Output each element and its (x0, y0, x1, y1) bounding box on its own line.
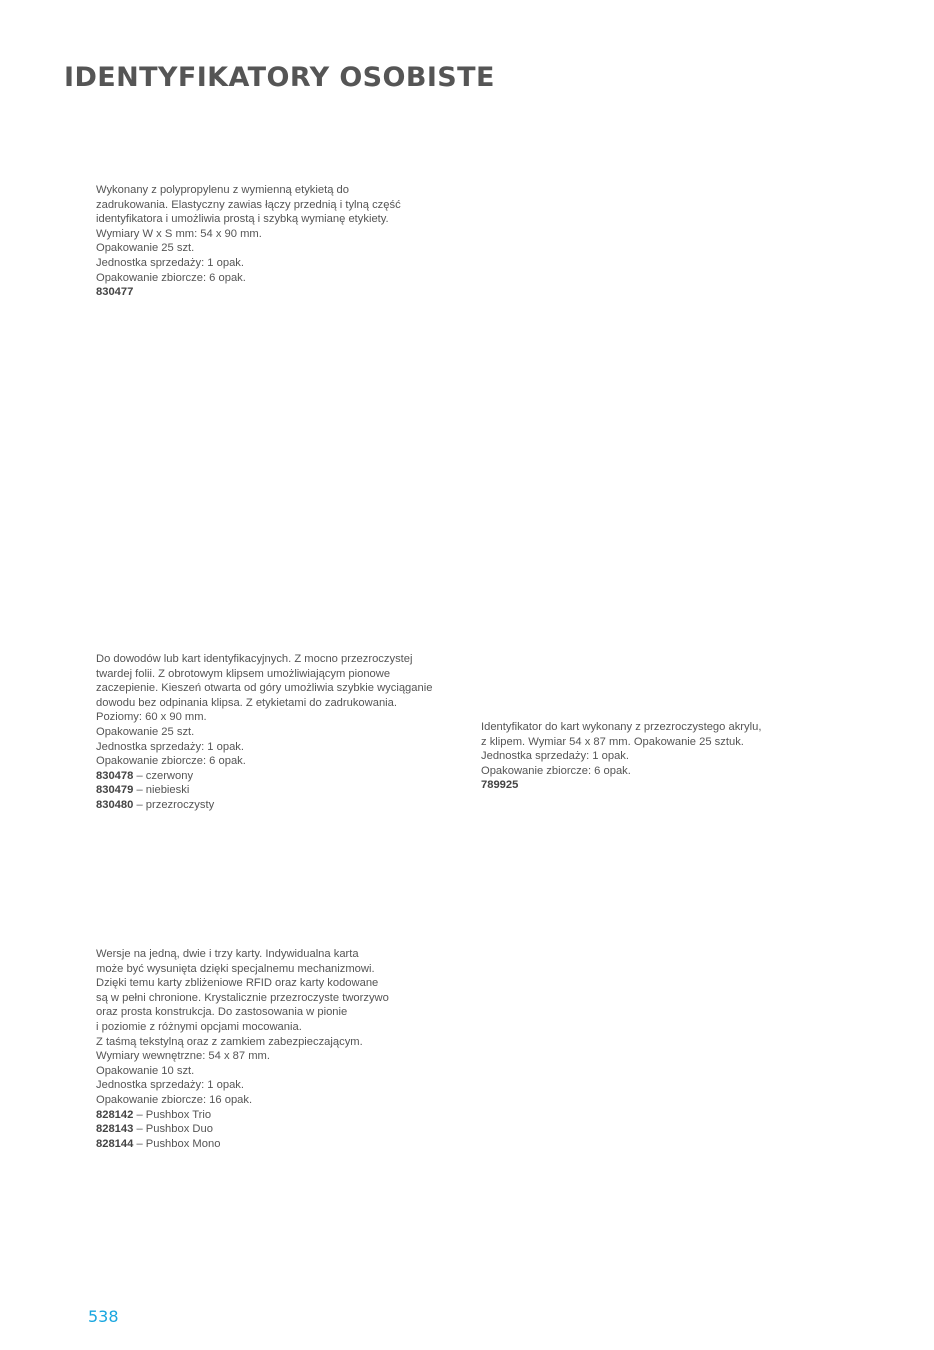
product-code: 828143 (96, 1123, 134, 1136)
description-line: i poziomie z różnymi opcjami mocowania. (96, 1020, 302, 1033)
product-description-830477 (96, 183, 401, 300)
description-line: Jednostka sprzedaży: 1 opak. (96, 256, 245, 269)
product-variant: – Pushbox Mono (133, 1137, 221, 1150)
description-line: Wymiary wewnętrzne: 54 x 87 mm. (96, 1050, 270, 1063)
product-variant: – Pushbox Duo (133, 1123, 213, 1136)
product-code: 830477 (96, 286, 134, 299)
product-code: 789925 (481, 779, 519, 792)
description-line: Opakowanie 10 szt. (96, 1064, 195, 1077)
product-code-line (96, 285, 401, 300)
product-description-830478 (96, 652, 432, 813)
description-line: Poziomy: 60 x 90 mm. (96, 711, 207, 724)
description-line: Opakowanie 25 szt. (96, 242, 195, 255)
product-variant: – czerwony (133, 769, 194, 782)
product-code-line (96, 1137, 389, 1152)
description-line: oraz prosta konstrukcja. Do zastosowania w pionie (96, 1006, 348, 1019)
product-code: 828144 (96, 1137, 134, 1150)
product-code: 830480 (96, 798, 134, 811)
product-variant: – Pushbox Trio (133, 1108, 212, 1121)
product-code-line (96, 1122, 389, 1137)
product-description-789925 (481, 720, 761, 793)
description-line: Jednostka sprzedaży: 1 opak. (96, 740, 245, 753)
description-line: Wersje na jedną, dwie i trzy karty. Indywidualna karta (96, 948, 359, 960)
description-line: identyfikatora i umożliwia prostą i szybką wymianę etykiety. (96, 213, 389, 226)
description-line: Identyfikator do kart wykonany z przezroczystego akrylu, (481, 721, 762, 733)
product-code: 830478 (96, 769, 134, 782)
description-line: dowodu bez odpinania klipsa. Z etykietami do zadrukowania. (96, 696, 397, 709)
description-line: Opakowanie 25 szt. (96, 725, 195, 738)
description-line: Opakowanie zbiorcze: 16 opak. (96, 1093, 253, 1106)
description-line: Jednostka sprzedaży: 1 opak. (96, 1079, 245, 1092)
description-line: Jednostka sprzedaży: 1 opak. (481, 750, 630, 763)
description-line: może być wysunięta dzięki specjalnemu mechanizmowi. (96, 962, 375, 975)
product-description-pushbox (96, 947, 389, 1151)
product-code: 830479 (96, 784, 134, 797)
product-code-line (481, 778, 761, 793)
product-variant: – niebieski (133, 784, 190, 797)
page-number: 538 (88, 1307, 119, 1326)
description-line: zadrukowania. Elastyczny zawias łączy przednią i tylną część (96, 198, 401, 211)
description-line: twardej folii. Z obrotowym klipsem umożliwiającym pionowe (96, 667, 391, 680)
description-line: Wykonany z polypropylenu z wymienną etykietą do (96, 184, 349, 196)
product-code-line (96, 783, 432, 798)
description-line: Opakowanie zbiorcze: 6 opak. (481, 764, 631, 777)
description-line: Z taśmą tekstylną oraz z zamkiem zabezpieczającym. (96, 1035, 363, 1048)
description-line: Opakowanie zbiorcze: 6 opak. (96, 755, 246, 768)
product-code-line (96, 769, 432, 784)
description-line: Opakowanie zbiorcze: 6 opak. (96, 271, 246, 284)
product-variant: – przezroczysty (133, 798, 215, 811)
description-line: Wymiary W x S mm: 54 x 90 mm. (96, 227, 262, 240)
page-title: IDENTYFIKATORY OSOBISTE (64, 62, 495, 93)
description-line: są w pełni chronione. Krystalicznie przezroczyste tworzywo (96, 991, 389, 1004)
description-line: zaczepienie. Kieszeń otwarta od góry umożliwia szybkie wyciąganie (96, 682, 433, 695)
description-line: Do dowodów lub kart identyfikacyjnych. Z mocno przezroczystej (96, 653, 413, 665)
product-code-line (96, 798, 432, 813)
product-code-line (96, 1108, 389, 1123)
description-line: z klipem. Wymiar 54 x 87 mm. Opakowanie 25 sztuk. (481, 735, 744, 748)
product-code: 828142 (96, 1108, 134, 1121)
description-line: Dzięki temu karty zbliżeniowe RFID oraz karty kodowane (96, 977, 379, 990)
